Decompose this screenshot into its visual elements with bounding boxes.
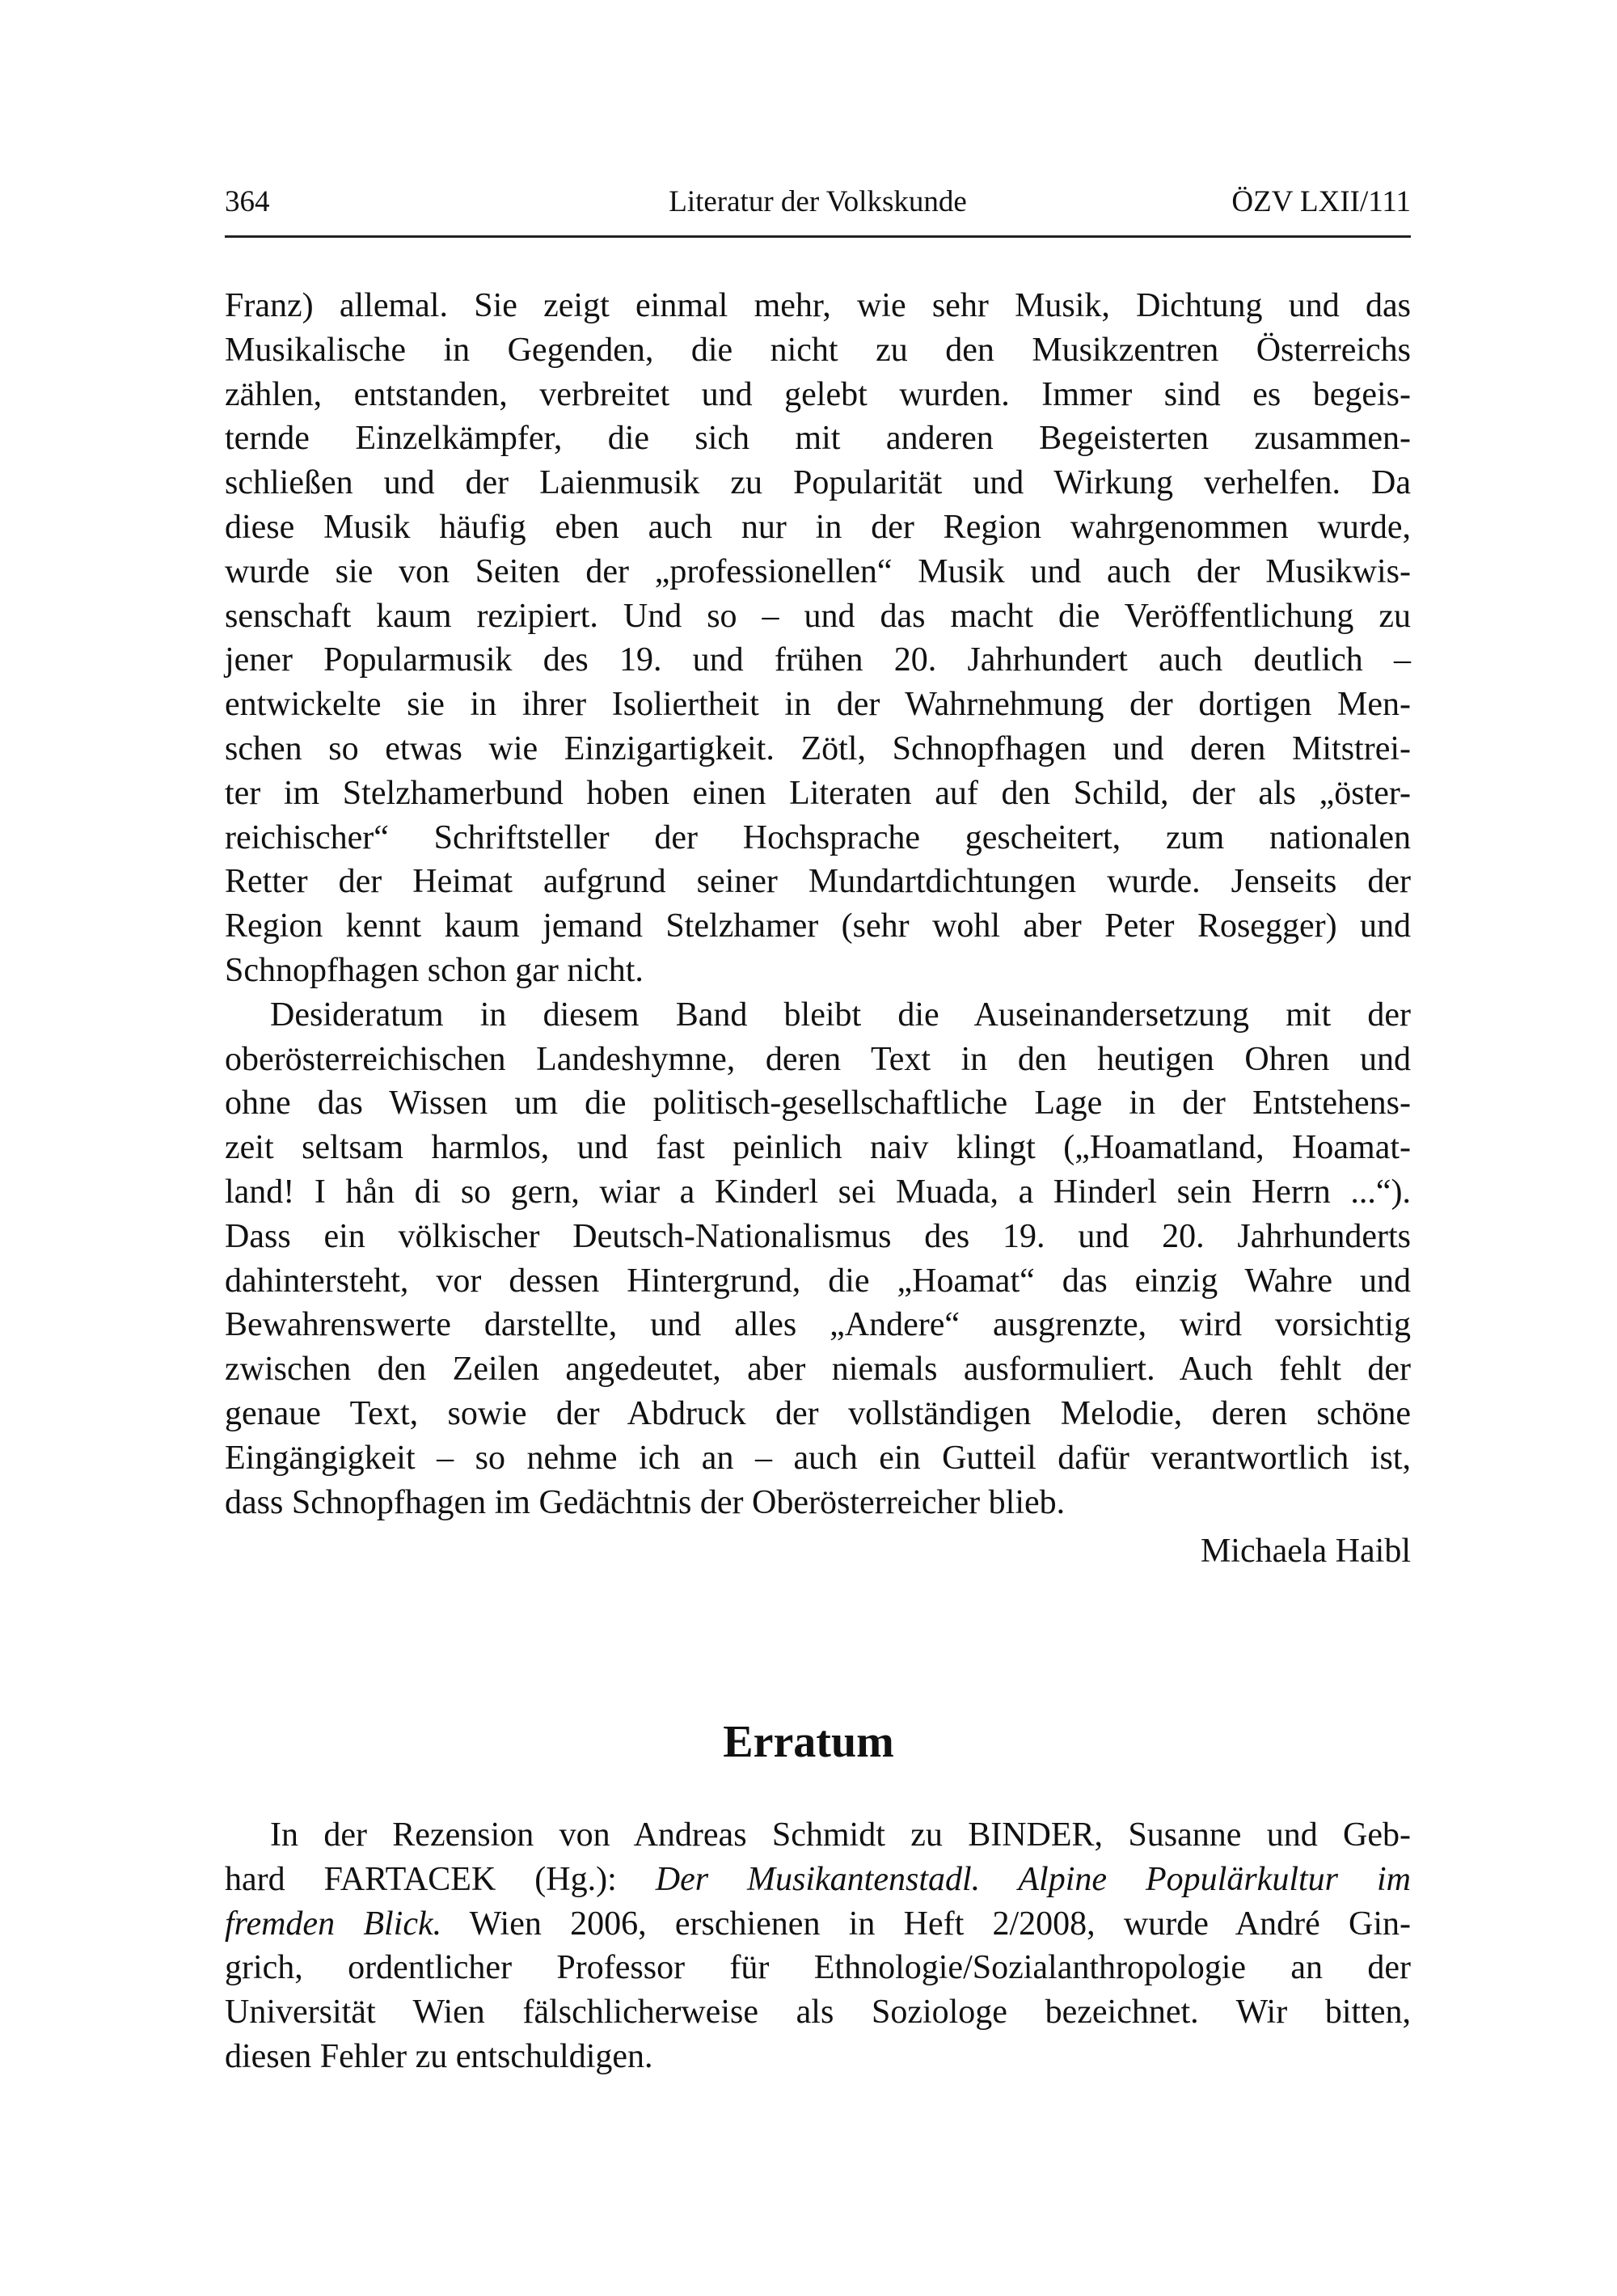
- text-line: [225, 1946, 1411, 1990]
- text-segment: hard FARTACEK (Hg.):: [225, 1860, 656, 1898]
- italic-title-text: Der Musikantenstadl. Alpine Populärkultur im: [655, 1860, 1411, 1898]
- text-segment: grich, ordentlicher Professor für Ethnologie/Sozialanthropologie an der: [225, 1949, 1411, 1987]
- text-line: ohne das Wissen um die politisch-gesellschaftliche Lage in der Entstehens-: [225, 1085, 1411, 1123]
- text-line: dahintersteht, vor dessen Hintergrund, die „Hoamat“ das einzig Wahre und: [225, 1262, 1411, 1300]
- text-line: [225, 2035, 1411, 2079]
- text-line: [225, 1813, 1411, 1858]
- running-title: Literatur der Volkskunde: [669, 185, 967, 218]
- text-line: Retter der Heimat aufgrund seiner Mundartdichtungen wurde. Jenseits der: [225, 863, 1411, 901]
- text-line: senschaft kaum rezipiert. Und so – und das macht die Veröffentlichung zu: [225, 597, 1411, 635]
- running-header: [225, 180, 1411, 225]
- text-line: ternde Einzelkämpfer, die sich mit anderen Begeisterten zusammen-: [225, 420, 1411, 458]
- text-line: jener Popularmusik des 19. und frühen 20. Jahrhundert auch deutlich –: [225, 641, 1411, 679]
- review-body: [225, 284, 1411, 1524]
- text-line: genaue Text, sowie der Abdruck der vollständigen Melodie, deren schöne: [225, 1394, 1411, 1432]
- review-author: Michaela Haibl: [1200, 1533, 1411, 1570]
- text-line: Region kennt kaum jemand Stelzhamer (sehr wohl aber Peter Rosegger) und: [225, 907, 1411, 945]
- text-line: [225, 1902, 1411, 1947]
- text-line: entwickelte sie in ihrer Isoliertheit in der Wahrnehmung der dortigen Men-: [225, 686, 1411, 724]
- header-rule: [225, 235, 1411, 238]
- text-line: schließen und der Laienmusik zu Popularität und Wirkung verhelfen. Da: [225, 464, 1411, 502]
- text-line: Eingängigkeit – so nehme ich an – auch ein Gutteil dafür verantwortlich ist,: [225, 1439, 1411, 1477]
- text-segment: Wien 2006, erschienen in Heft 2/2008, wurde André Gin-: [441, 1905, 1411, 1943]
- text-line: Desideratum in diesem Band bleibt die Auseinandersetzung mit der: [270, 996, 1411, 1034]
- text-line: Bewahrenswerte darstellte, und alles „Andere“ ausgrenzte, wird vorsichtig: [225, 1306, 1411, 1344]
- text-line: Schnopfhagen schon gar nicht.: [225, 951, 644, 989]
- text-line: schen so etwas wie Einzigartigkeit. Zötl, Schnopfhagen und deren Mitstrei-: [225, 729, 1411, 767]
- text-line: ter im Stelzhamerbund hoben einen Literaten auf den Schild, der als „öster-: [225, 774, 1411, 812]
- page-number: 364: [225, 185, 270, 218]
- text-line: zählen, entstanden, verbreitet und gelebt wurden. Immer sind es begeis-: [225, 375, 1411, 413]
- text-line: [225, 1990, 1411, 2035]
- text-line: oberösterreichischen Landeshymne, deren Text in den heutigen Ohren und: [225, 1040, 1411, 1078]
- text-segment: diesen Fehler zu entschuldigen.: [225, 2037, 653, 2075]
- erratum-title: Erratum: [723, 1717, 894, 1767]
- journal-issue: ÖZV LXII/111: [1231, 185, 1411, 218]
- text-segment: Universität Wien fälschlicherweise als Soziologe bezeichnet. Wir bitten,: [225, 1994, 1411, 2032]
- text-line: wurde sie von Seiten der „professionellen“ Musik und auch der Musikwis-: [225, 552, 1411, 590]
- text-line: zwischen den Zeilen angedeutet, aber niemals ausformuliert. Auch fehlt der: [225, 1351, 1411, 1389]
- text-line: Dass ein völkischer Deutsch-Nationalismus des 19. und 20. Jahrhunderts: [225, 1217, 1411, 1255]
- text-line: diese Musik häufig eben auch nur in der Region wahrgenommen wurde,: [225, 508, 1411, 546]
- text-line: land! I hån di so gern, wiar a Kinderl sei Muada, a Hinderl sein Herrn ...“).: [225, 1173, 1411, 1211]
- text-line: Musikalische in Gegenden, die nicht zu den Musikzentren Österreichs: [225, 331, 1411, 369]
- text-line: [225, 1858, 1411, 1902]
- text-line: Franz) allemal. Sie zeigt einmal mehr, wie sehr Musik, Dichtung und das: [225, 287, 1411, 324]
- text-line: dass Schnopfhagen im Gedächtnis der Oberösterreicher blieb.: [225, 1483, 1066, 1521]
- text-line: reichischer“ Schriftsteller der Hochsprache gescheitert, zum nationalen: [225, 818, 1411, 856]
- text-segment: In der Rezension von Andreas Schmidt zu BINDER, Susanne und Geb-: [270, 1816, 1411, 1854]
- text-line: zeit seltsam harmlos, und fast peinlich naiv klingt („Hoamatland, Hoamat-: [225, 1129, 1411, 1167]
- italic-title-text: fremden Blick.: [225, 1905, 442, 1943]
- erratum-body: [225, 1813, 1411, 2079]
